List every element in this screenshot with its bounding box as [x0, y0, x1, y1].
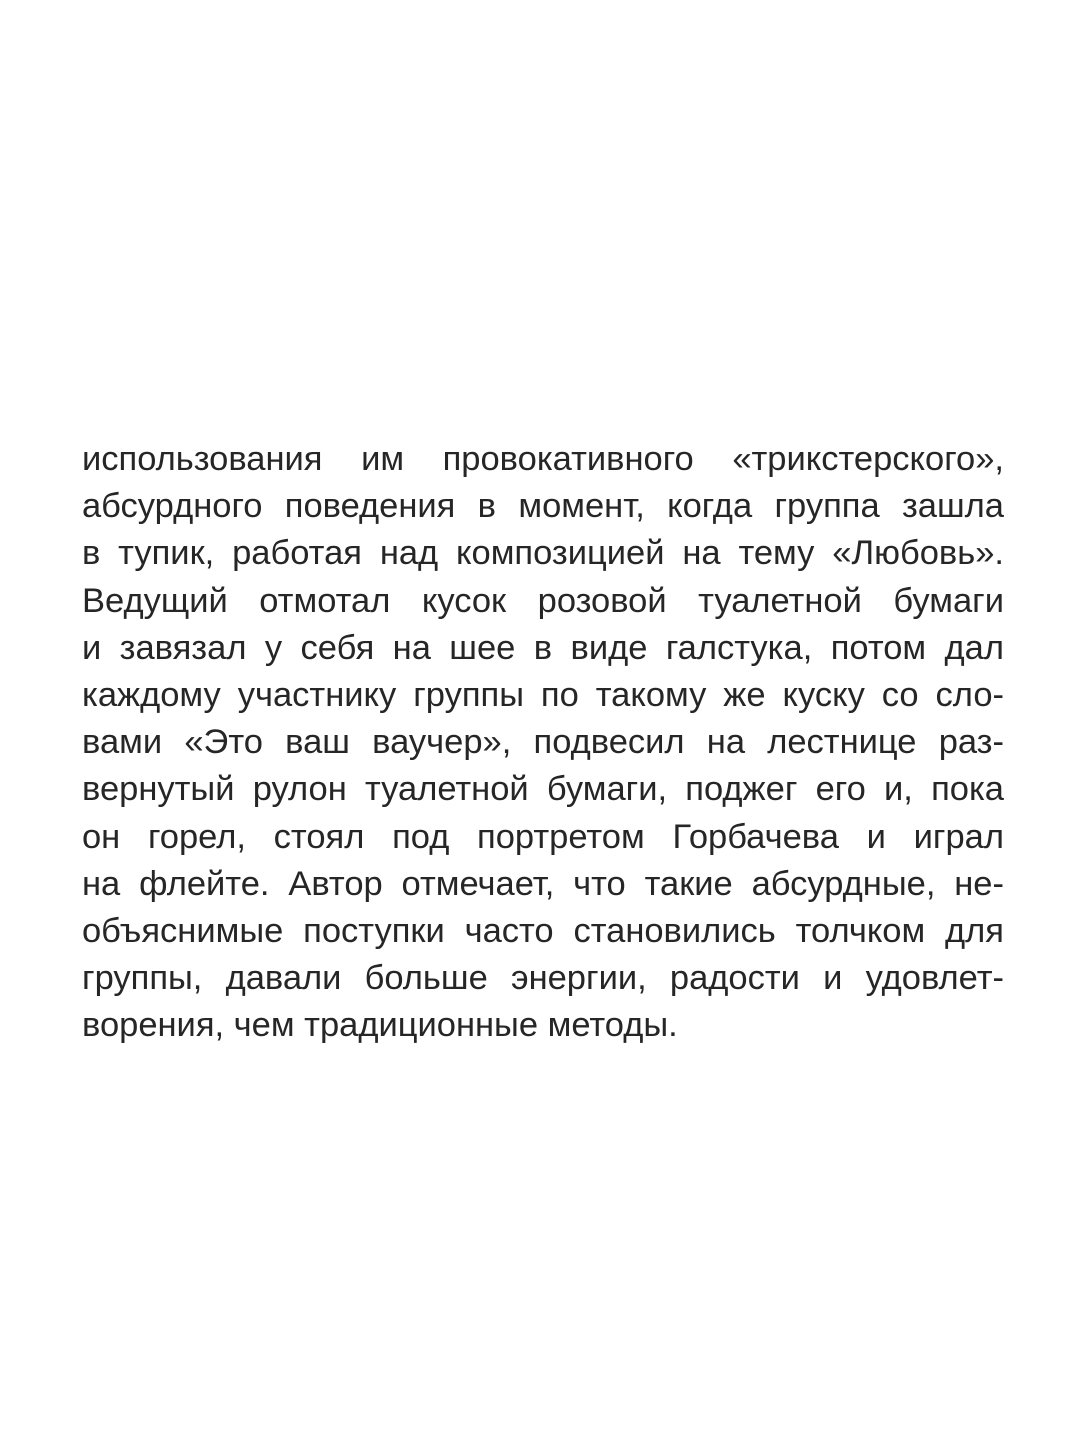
- text-line-1: использования им провокативного «трикстерского»,: [82, 440, 1004, 478]
- text-line-7: вами «Это ваш ваучер», подвесил на лестнице раз-: [82, 723, 1004, 762]
- text-line-2: абсурдного поведения в момент, когда группа зашла: [82, 487, 1004, 526]
- text-line-12: группы, давали больше энергии, радости и удовлет-: [82, 959, 1004, 998]
- text-line-6: каждому участнику группы по такому же куску со сло-: [82, 675, 1004, 714]
- text-line-10: на флейте. Автор отмечает, что такие абсурдные, не-: [82, 864, 1004, 903]
- text-line-9: он горел, стоял под портретом Горбачева и играл: [82, 817, 1004, 856]
- text-line-5: и завязал у себя на шее в виде галстука, потом дал: [82, 628, 1004, 667]
- body-paragraph: [82, 436, 1004, 1049]
- text-line-3: в тупик, работая над композицией на тему «Любовь».: [82, 534, 1004, 573]
- text-line-4: Ведущий отмотал кусок розовой туалетной бумаги: [82, 581, 1004, 620]
- text-line-13: ворения, чем традиционные методы.: [82, 1006, 678, 1045]
- text-line-11: объяснимые поступки часто становились толчком для: [82, 911, 1004, 950]
- text-line-8: вернутый рулон туалетной бумаги, поджег его и, пока: [82, 770, 1004, 809]
